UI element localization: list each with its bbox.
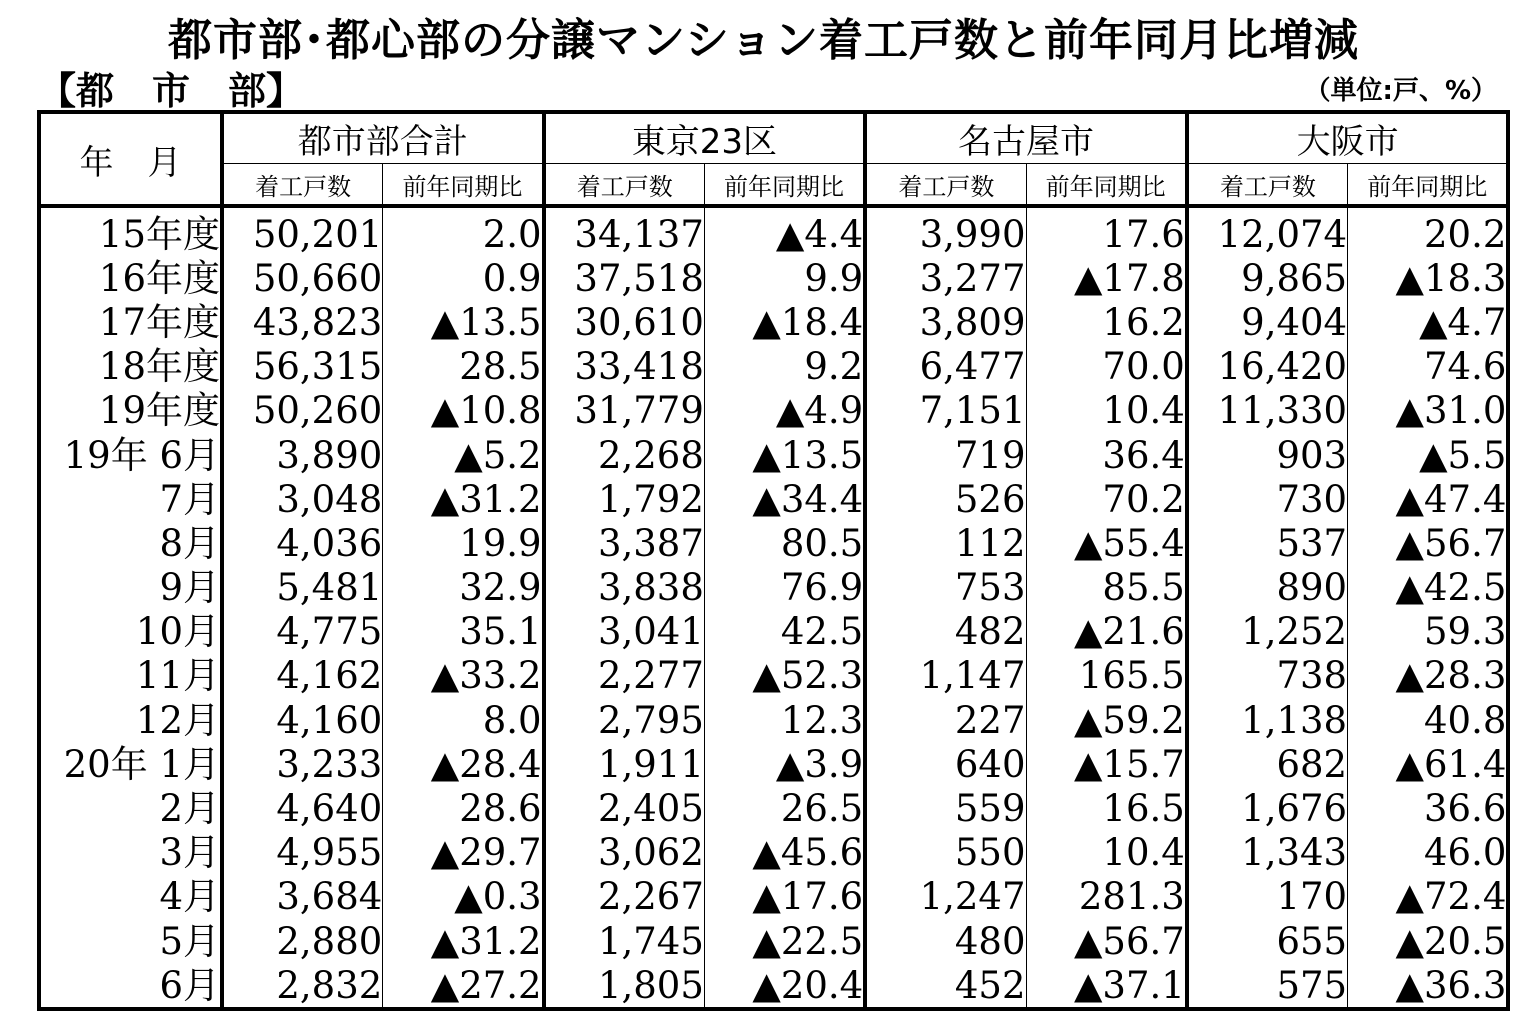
page-title: 都市部･都心部の分譲マンション着工戸数と前年同月比増減	[167, 15, 1360, 66]
count-cell: 1,911	[544, 742, 705, 786]
ratio-cell: 85.5	[1026, 566, 1187, 610]
count-cell: 3,277	[865, 256, 1026, 300]
group-header-nagoya: 名古屋市	[865, 112, 1187, 164]
count-cell: 4,955	[222, 831, 383, 875]
count-cell: 3,838	[544, 566, 705, 610]
ratio-cell: ▲22.5	[704, 919, 865, 963]
table-header	[39, 112, 1508, 206]
row-label: 11月	[39, 654, 222, 698]
count-cell: 2,267	[544, 875, 705, 919]
count-cell: 753	[865, 566, 1026, 610]
ratio-cell: 42.5	[704, 610, 865, 654]
count-cell: 1,252	[1187, 610, 1348, 654]
ratio-cell: ▲17.8	[1026, 256, 1187, 300]
ratio-cell: ▲4.4	[704, 206, 865, 256]
count-cell: 2,268	[544, 433, 705, 477]
count-cell: 655	[1187, 919, 1348, 963]
ratio-cell: 281.3	[1026, 875, 1187, 919]
count-cell: 34,137	[544, 206, 705, 256]
table-row	[39, 566, 1508, 610]
row-label: 2月	[39, 786, 222, 830]
table-row	[39, 875, 1508, 919]
table-row	[39, 389, 1508, 433]
ratio-cell: ▲47.4	[1348, 477, 1509, 521]
count-cell: 50,201	[222, 206, 383, 256]
count-cell: 3,041	[544, 610, 705, 654]
count-cell: 1,247	[865, 875, 1026, 919]
table-row	[39, 433, 1508, 477]
ratio-cell: 8.0	[383, 698, 544, 742]
ratio-cell: ▲31.2	[383, 919, 544, 963]
row-label: 16年度	[39, 256, 222, 300]
row-label: 8月	[39, 521, 222, 565]
row-label: 9月	[39, 566, 222, 610]
ratio-cell: ▲18.3	[1348, 256, 1509, 300]
ratio-cell: ▲4.7	[1348, 300, 1509, 344]
subheader-count: 着工戸数	[865, 164, 1026, 207]
count-cell: 6,477	[865, 345, 1026, 389]
unit-label: （単位:戸、%）	[1304, 76, 1497, 106]
table-row	[39, 786, 1508, 830]
table-row	[39, 206, 1508, 256]
subheader-ratio: 前年同期比	[383, 164, 544, 207]
count-cell: 1,805	[544, 963, 705, 1009]
table-row	[39, 698, 1508, 742]
ratio-cell: 0.9	[383, 256, 544, 300]
row-label: 17年度	[39, 300, 222, 344]
count-cell: 5,481	[222, 566, 383, 610]
count-cell: 550	[865, 831, 1026, 875]
ratio-cell: 76.9	[704, 566, 865, 610]
row-label: 3月	[39, 831, 222, 875]
table-row	[39, 300, 1508, 344]
count-cell: 452	[865, 963, 1026, 1009]
row-label: 15年度	[39, 206, 222, 256]
ratio-cell: 165.5	[1026, 654, 1187, 698]
ratio-cell: 10.4	[1026, 831, 1187, 875]
count-cell: 480	[865, 919, 1026, 963]
count-cell: 3,048	[222, 477, 383, 521]
ratio-cell: ▲56.7	[1348, 521, 1509, 565]
subheader-ratio: 前年同期比	[1348, 164, 1509, 207]
count-cell: 903	[1187, 433, 1348, 477]
ratio-cell: 74.6	[1348, 345, 1509, 389]
count-cell: 50,260	[222, 389, 383, 433]
ratio-cell: ▲31.2	[383, 477, 544, 521]
table-row	[39, 654, 1508, 698]
count-cell: 4,160	[222, 698, 383, 742]
ratio-cell: 10.4	[1026, 389, 1187, 433]
count-cell: 227	[865, 698, 1026, 742]
row-label: 5月	[39, 919, 222, 963]
ratio-cell: ▲31.0	[1348, 389, 1509, 433]
count-cell: 2,832	[222, 963, 383, 1009]
ratio-cell: ▲10.8	[383, 389, 544, 433]
count-cell: 3,233	[222, 742, 383, 786]
ratio-cell: 70.2	[1026, 477, 1187, 521]
count-cell: 112	[865, 521, 1026, 565]
ratio-cell: ▲34.4	[704, 477, 865, 521]
ratio-cell: 46.0	[1348, 831, 1509, 875]
count-cell: 3,387	[544, 521, 705, 565]
ratio-cell: 36.6	[1348, 786, 1509, 830]
row-label: 4月	[39, 875, 222, 919]
count-cell: 719	[865, 433, 1026, 477]
row-label: 10月	[39, 610, 222, 654]
ratio-cell: ▲21.6	[1026, 610, 1187, 654]
year-month-header: 年 月	[39, 112, 222, 206]
count-cell: 43,823	[222, 300, 383, 344]
row-label: 7月	[39, 477, 222, 521]
ratio-cell: 12.3	[704, 698, 865, 742]
count-cell: 738	[1187, 654, 1348, 698]
ratio-cell: ▲29.7	[383, 831, 544, 875]
ratio-cell: 19.9	[383, 521, 544, 565]
ratio-cell: 17.6	[1026, 206, 1187, 256]
ratio-cell: ▲33.2	[383, 654, 544, 698]
count-cell: 56,315	[222, 345, 383, 389]
count-cell: 3,684	[222, 875, 383, 919]
ratio-cell: 59.3	[1348, 610, 1509, 654]
table-row	[39, 256, 1508, 300]
ratio-cell: 20.2	[1348, 206, 1509, 256]
table-row	[39, 963, 1508, 1009]
ratio-cell: ▲28.4	[383, 742, 544, 786]
count-cell: 482	[865, 610, 1026, 654]
count-cell: 730	[1187, 477, 1348, 521]
subheader-count: 着工戸数	[222, 164, 383, 207]
count-cell: 2,277	[544, 654, 705, 698]
ratio-cell: 28.6	[383, 786, 544, 830]
row-label: 6月	[39, 963, 222, 1009]
ratio-cell: 16.2	[1026, 300, 1187, 344]
subheader-ratio: 前年同期比	[704, 164, 865, 207]
ratio-cell: 35.1	[383, 610, 544, 654]
ratio-cell: ▲18.4	[704, 300, 865, 344]
ratio-cell: 32.9	[383, 566, 544, 610]
count-cell: 30,610	[544, 300, 705, 344]
ratio-cell: ▲0.3	[383, 875, 544, 919]
count-cell: 4,775	[222, 610, 383, 654]
table-row	[39, 610, 1508, 654]
row-label: 19年度	[39, 389, 222, 433]
ratio-cell: ▲17.6	[704, 875, 865, 919]
ratio-cell: ▲52.3	[704, 654, 865, 698]
ratio-cell: ▲59.2	[1026, 698, 1187, 742]
ratio-cell: ▲20.5	[1348, 919, 1509, 963]
ratio-cell: ▲4.9	[704, 389, 865, 433]
count-cell: 3,890	[222, 433, 383, 477]
ratio-cell: ▲5.5	[1348, 433, 1509, 477]
count-cell: 537	[1187, 521, 1348, 565]
count-cell: 2,405	[544, 786, 705, 830]
group-header-urban-total: 都市部合計	[222, 112, 544, 164]
ratio-cell: ▲56.7	[1026, 919, 1187, 963]
ratio-cell: ▲3.9	[704, 742, 865, 786]
ratio-cell: 80.5	[704, 521, 865, 565]
count-cell: 4,036	[222, 521, 383, 565]
subheader-count: 着工戸数	[544, 164, 705, 207]
count-cell: 9,865	[1187, 256, 1348, 300]
count-cell: 1,745	[544, 919, 705, 963]
count-cell: 640	[865, 742, 1026, 786]
count-cell: 1,343	[1187, 831, 1348, 875]
count-cell: 4,162	[222, 654, 383, 698]
row-label: 20年 1月	[39, 742, 222, 786]
table-row	[39, 831, 1508, 875]
count-cell: 3,990	[865, 206, 1026, 256]
subheader-ratio: 前年同期比	[1026, 164, 1187, 207]
ratio-cell: 16.5	[1026, 786, 1187, 830]
count-cell: 1,138	[1187, 698, 1348, 742]
group-header-tokyo23: 東京23区	[544, 112, 866, 164]
table-row	[39, 345, 1508, 389]
section-label: 【都 市 部】	[38, 69, 305, 113]
count-cell: 3,809	[865, 300, 1026, 344]
count-cell: 575	[1187, 963, 1348, 1009]
count-cell: 170	[1187, 875, 1348, 919]
table-row	[39, 477, 1508, 521]
ratio-cell: 2.0	[383, 206, 544, 256]
count-cell: 31,779	[544, 389, 705, 433]
ratio-cell: ▲20.4	[704, 963, 865, 1009]
count-cell: 3,062	[544, 831, 705, 875]
ratio-cell: ▲55.4	[1026, 521, 1187, 565]
ratio-cell: ▲42.5	[1348, 566, 1509, 610]
ratio-cell: ▲61.4	[1348, 742, 1509, 786]
ratio-cell: 36.4	[1026, 433, 1187, 477]
count-cell: 12,074	[1187, 206, 1348, 256]
ratio-cell: 9.2	[704, 345, 865, 389]
ratio-cell: ▲36.3	[1348, 963, 1509, 1009]
count-cell: 16,420	[1187, 345, 1348, 389]
group-header-osaka: 大阪市	[1187, 112, 1509, 164]
count-cell: 1,792	[544, 477, 705, 521]
subheader-count: 着工戸数	[1187, 164, 1348, 207]
count-cell: 682	[1187, 742, 1348, 786]
count-cell: 2,795	[544, 698, 705, 742]
count-cell: 50,660	[222, 256, 383, 300]
table-row	[39, 521, 1508, 565]
ratio-cell: 28.5	[383, 345, 544, 389]
ratio-cell: ▲13.5	[704, 433, 865, 477]
count-cell: 559	[865, 786, 1026, 830]
ratio-cell: 26.5	[704, 786, 865, 830]
row-label: 19年 6月	[39, 433, 222, 477]
count-cell: 9,404	[1187, 300, 1348, 344]
count-cell: 526	[865, 477, 1026, 521]
ratio-cell: ▲72.4	[1348, 875, 1509, 919]
ratio-cell: ▲45.6	[704, 831, 865, 875]
count-cell: 7,151	[865, 389, 1026, 433]
count-cell: 2,880	[222, 919, 383, 963]
table-body	[39, 206, 1508, 1009]
count-cell: 33,418	[544, 345, 705, 389]
ratio-cell: ▲28.3	[1348, 654, 1509, 698]
count-cell: 11,330	[1187, 389, 1348, 433]
ratio-cell: 70.0	[1026, 345, 1187, 389]
table-row	[39, 742, 1508, 786]
count-cell: 890	[1187, 566, 1348, 610]
row-label: 12月	[39, 698, 222, 742]
ratio-cell: ▲27.2	[383, 963, 544, 1009]
ratio-cell: ▲5.2	[383, 433, 544, 477]
count-cell: 37,518	[544, 256, 705, 300]
row-label: 18年度	[39, 345, 222, 389]
ratio-cell: ▲15.7	[1026, 742, 1187, 786]
count-cell: 1,147	[865, 654, 1026, 698]
ratio-cell: ▲37.1	[1026, 963, 1187, 1009]
data-table	[37, 110, 1510, 1011]
ratio-cell: ▲13.5	[383, 300, 544, 344]
count-cell: 4,640	[222, 786, 383, 830]
table-row	[39, 919, 1508, 963]
count-cell: 1,676	[1187, 786, 1348, 830]
ratio-cell: 9.9	[704, 256, 865, 300]
ratio-cell: 40.8	[1348, 698, 1509, 742]
